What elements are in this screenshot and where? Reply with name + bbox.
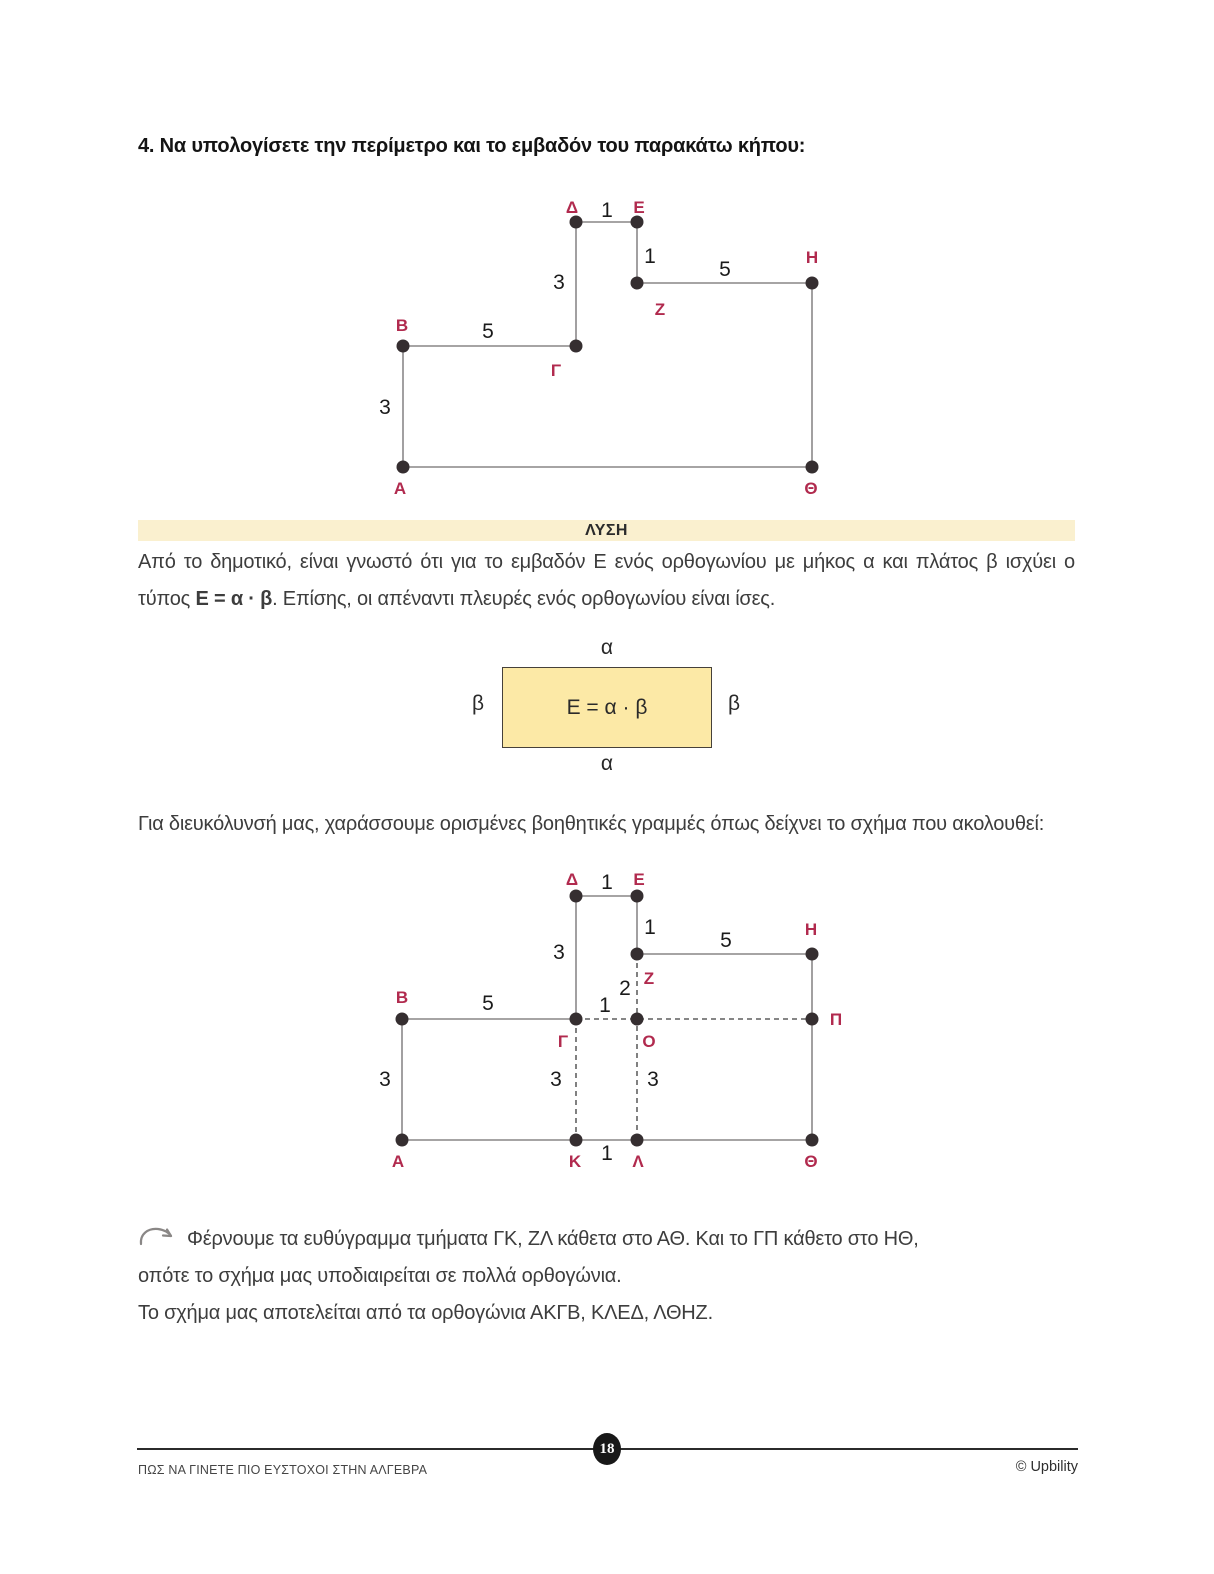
rect-side-label-beta-right: β (727, 692, 741, 715)
area-formula-box (502, 667, 712, 748)
note-line-3: Το σχήμα μας αποτελείται από τα ορθογώνια ΑΚΓΒ, ΚΛΕΔ, ΛΘΗΖ. (138, 1302, 713, 1324)
vertex-dot-Θ (806, 461, 819, 474)
vertex-dot-Ζ (631, 948, 644, 961)
measure-label: 3 (553, 271, 565, 294)
vertex-label-Π: Π (829, 1010, 843, 1029)
footer-book-title: ΠΩΣ ΝΑ ΓΙΝΕΤΕ ΠΙΟ ΕΥΣΤΟΧΟΙ ΣΤΗΝ ΑΛΓΕΒΡΑ (138, 1463, 428, 1477)
measure-label: 3 (379, 1068, 391, 1091)
vertex-dot-Β (396, 1013, 409, 1026)
vertex-label-Η: Η (805, 248, 819, 267)
measure-label: 5 (482, 992, 494, 1015)
footer-publisher: © Upbility (1015, 1459, 1078, 1475)
vertex-label-Α: Α (391, 1152, 405, 1171)
garden-figure-original (360, 185, 860, 515)
vertex-dot-Ε (631, 216, 644, 229)
vertex-label-Ο: Ο (642, 1032, 656, 1051)
vertex-dot-Θ (806, 1134, 819, 1147)
vertex-dot-Γ (570, 340, 583, 353)
vertex-dot-Δ (570, 216, 583, 229)
solution-banner (138, 520, 1075, 541)
note-line-2: οπότε το σχήμα μας υποδιαιρείται σε πολλά ορθογώνια. (138, 1265, 622, 1287)
vertex-dot-Ο (631, 1013, 644, 1026)
measure-label: 1 (644, 916, 656, 939)
exercise-title (138, 135, 1078, 158)
solution-paragraph-2: Για διευκόλυνσή μας, χαράσσουμε ορισμένες βοηθητικές γραμμές όπως δείχνει το σχήμα που ακολουθεί: (138, 813, 1045, 835)
vertex-label-Ζ: Ζ (654, 300, 666, 319)
solution-banner-label: ΛΥΣΗ (585, 522, 628, 539)
vertex-dot-Α (397, 461, 410, 474)
vertex-label-Ε: Ε (633, 198, 645, 217)
solution-notes (138, 1221, 1098, 1332)
measure-label: 5 (719, 258, 731, 281)
vertex-dot-Γ (570, 1013, 583, 1026)
exercise-title-text: 4. Να υπολογίσετε την περίμετρο και το εμβαδόν του παρακάτω κήπου: (138, 135, 806, 157)
vertex-dot-Η (806, 277, 819, 290)
vertex-dot-Δ (570, 890, 583, 903)
paragraph1-post: . Επίσης, οι απέναντι πλευρές ενός ορθογωνίου είναι ίσες. (272, 588, 776, 610)
vertex-label-Ζ: Ζ (643, 969, 655, 988)
vertex-dot-Ζ (631, 277, 644, 290)
vertex-dot-Α (396, 1134, 409, 1147)
vertex-dot-Ε (631, 890, 644, 903)
vertex-label-Β: Β (395, 316, 409, 335)
measure-label: 1 (601, 1142, 613, 1165)
measure-label: 3 (647, 1068, 659, 1091)
area-formula-text: Ε = α · β (566, 695, 648, 719)
measure-label: 3 (553, 941, 565, 964)
vertex-label-Θ: Θ (804, 479, 818, 498)
vertex-dot-Η (806, 948, 819, 961)
vertex-label-Β: Β (395, 988, 409, 1007)
vertex-label-Γ: Γ (557, 1032, 569, 1051)
page-number-badge (593, 1433, 621, 1465)
measure-label: 3 (379, 396, 391, 419)
measure-label: 1 (644, 245, 656, 268)
measure-label: 5 (720, 929, 732, 952)
vertex-dot-Κ (570, 1134, 583, 1147)
paragraph1-pre: Από το δημοτικό, είναι γνωστό ότι για το εμβαδόν Ε ενός ορθογωνίου με μήκος α και πλάτος β ισχύει ο τύπος (138, 551, 1075, 610)
note-line-1 (138, 1221, 1098, 1258)
vertex-label-Ε: Ε (633, 870, 645, 889)
note-line-1-text: Φέρνουμε τα ευθύγραμμα τμήματα ΓΚ, ΖΛ κάθετα στο ΑΘ. Και το ΓΠ κάθετο στο ΗΘ, (187, 1228, 919, 1250)
vertex-label-Α: Α (393, 479, 407, 498)
vertex-label-Γ: Γ (550, 361, 562, 380)
measure-label: 3 (550, 1068, 562, 1091)
rect-side-label-beta-left: β (471, 692, 485, 715)
garden-figure-with-aux-lines (360, 858, 860, 1200)
garden-figure-original-svg (360, 185, 860, 515)
garden-figure-aux-svg (360, 858, 860, 1200)
vertex-label-Λ: Λ (632, 1152, 644, 1171)
solution-paragraph-1 (138, 544, 1075, 618)
measure-label: 1 (601, 871, 613, 894)
rect-side-label-alpha-top: α (600, 636, 614, 659)
measure-label: 1 (601, 199, 613, 222)
measure-label: 5 (482, 320, 494, 343)
vertex-label-Δ: Δ (565, 198, 579, 217)
rect-side-label-alpha-bottom: α (600, 752, 614, 775)
curved-arrow-icon (138, 1225, 178, 1249)
area-formula-inline: Ε = α · β (195, 588, 273, 610)
page-number: 18 (599, 1440, 615, 1457)
vertex-dot-Π (806, 1013, 819, 1026)
vertex-label-Θ: Θ (804, 1152, 818, 1171)
vertex-dot-Β (397, 340, 410, 353)
vertex-label-Κ: Κ (568, 1152, 582, 1171)
measure-label: 1 (599, 994, 611, 1017)
vertex-dot-Λ (631, 1134, 644, 1147)
vertex-label-Η: Η (804, 920, 818, 939)
vertex-label-Δ: Δ (565, 870, 579, 889)
measure-label: 2 (619, 977, 631, 1000)
